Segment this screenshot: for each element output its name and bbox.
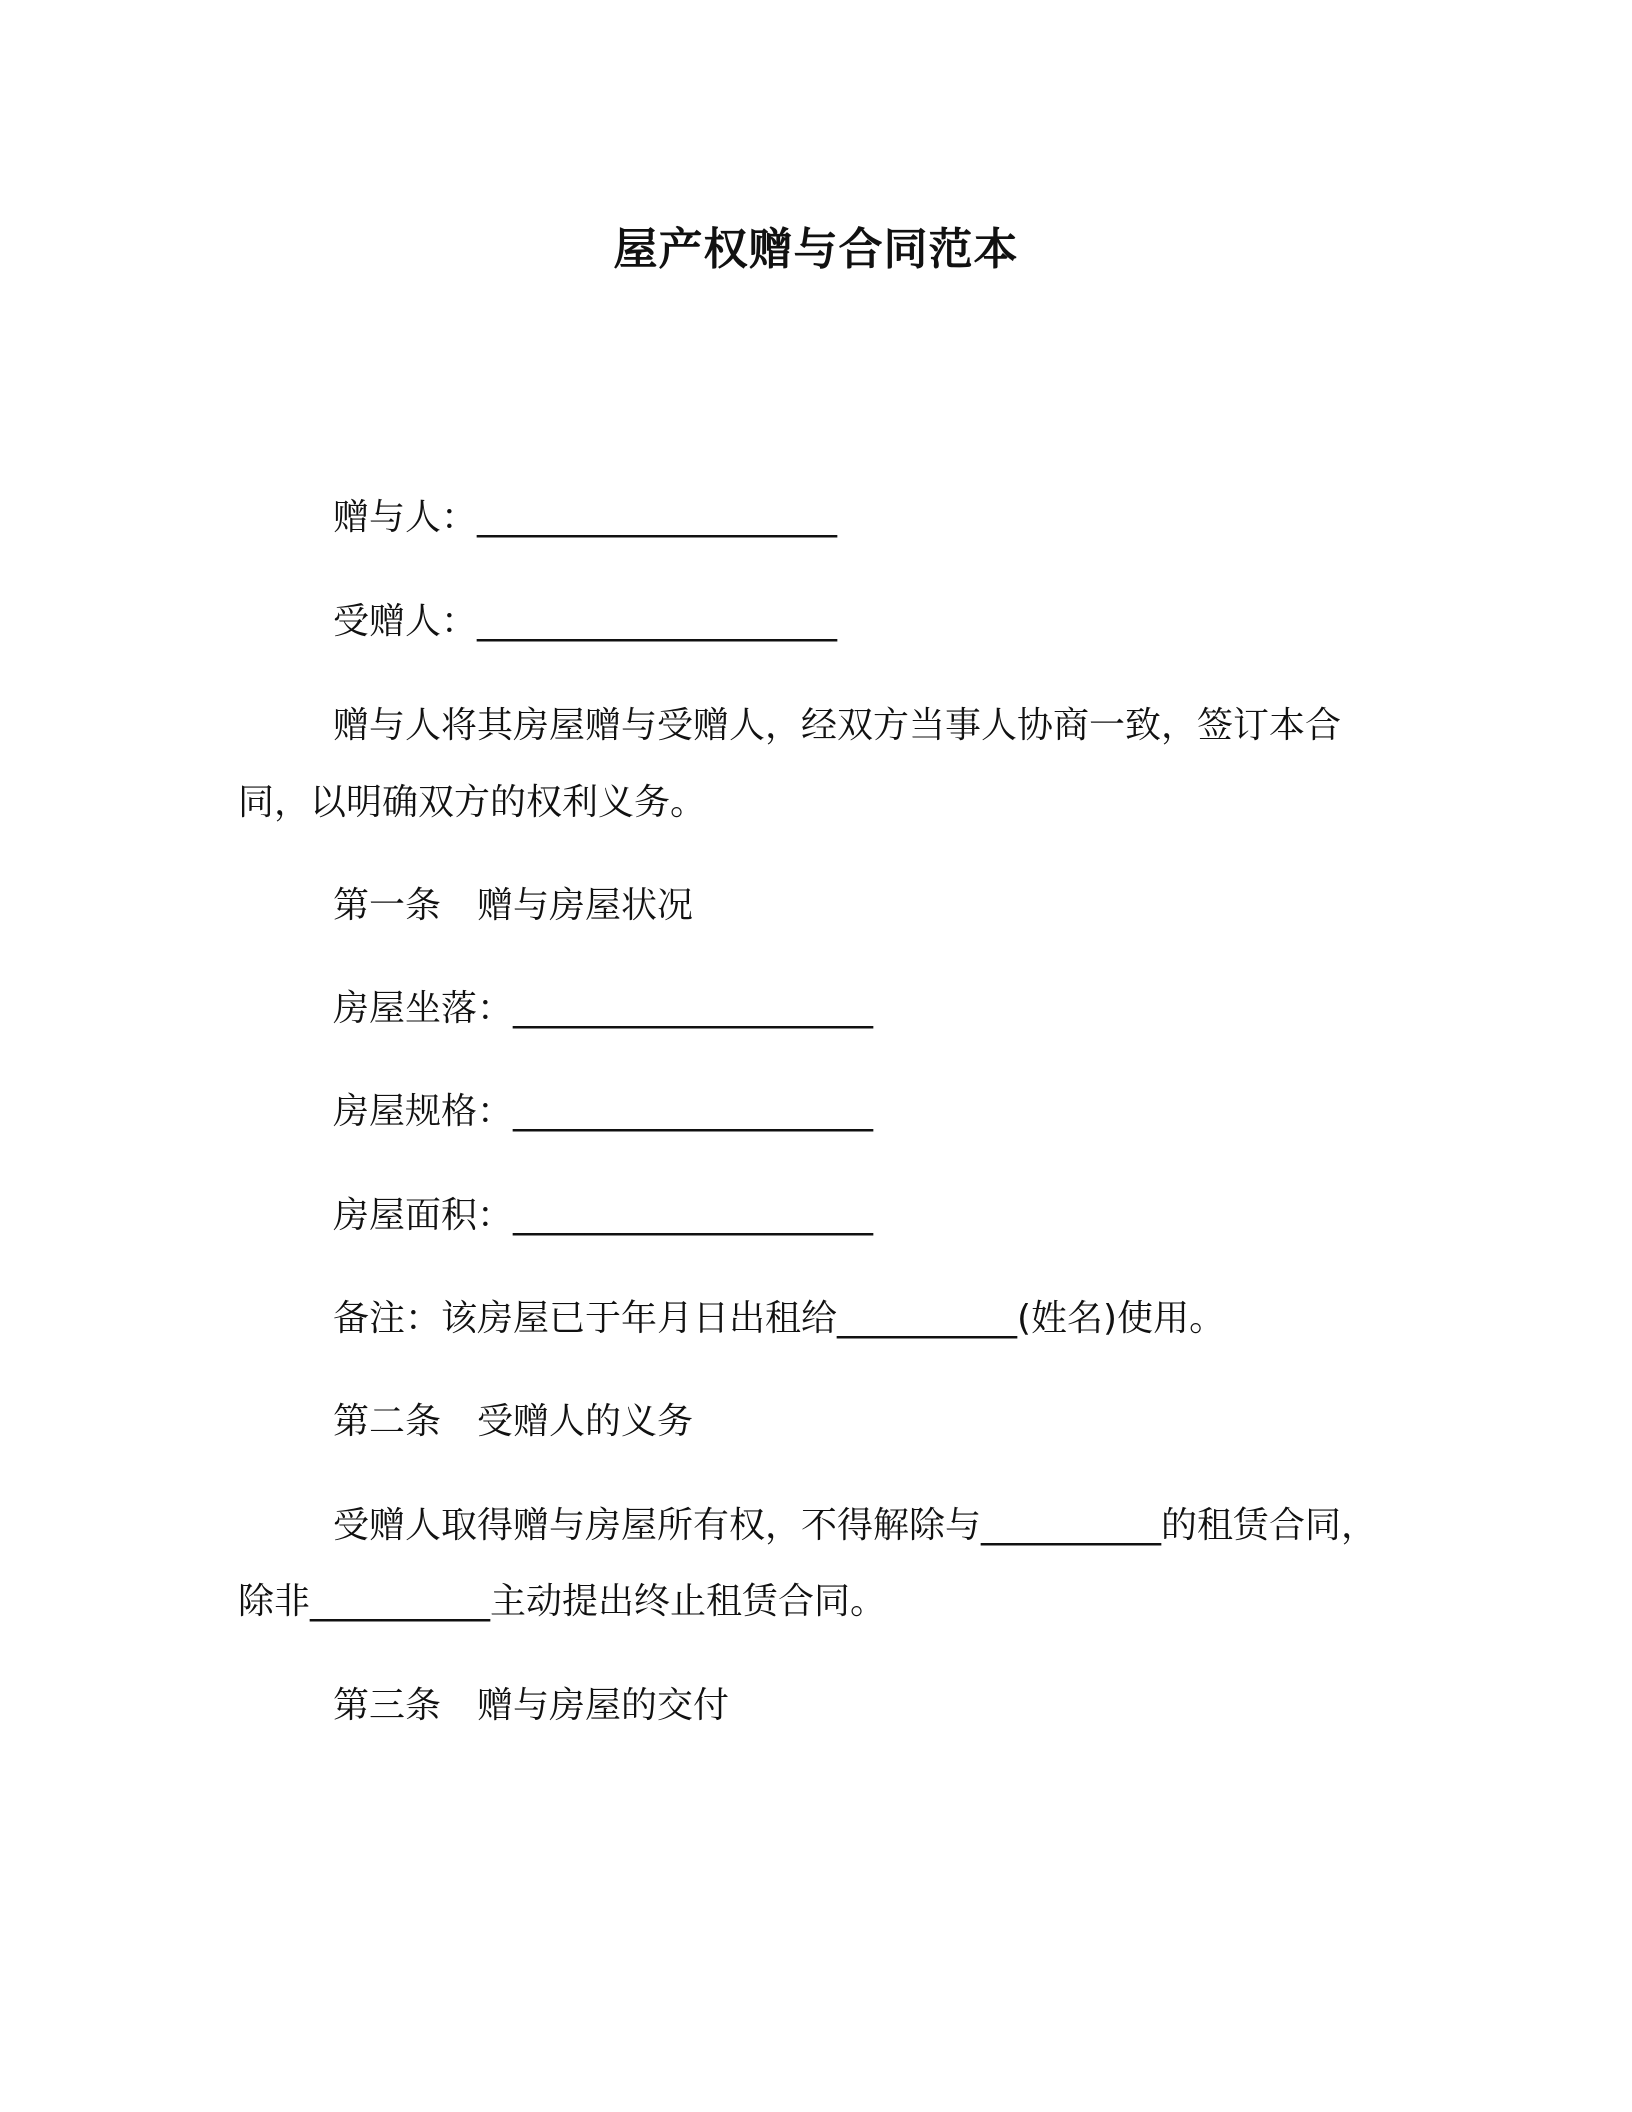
donor-line: 赠与人：____________________ [333, 497, 838, 538]
article-2-heading: 第二条 受赠人的义务 [333, 1401, 694, 1442]
house-location-line: 房屋坐落：____________________ [333, 988, 874, 1029]
remark-line: 备注：该房屋已于年月日出租给__________(姓名)使用。 [333, 1298, 1226, 1339]
article-1-heading: 第一条 赠与房屋状况 [333, 885, 694, 926]
house-spec-line: 房屋规格：____________________ [333, 1091, 874, 1132]
preamble-line-1: 赠与人将其房屋赠与受赠人，经双方当事人协商一致，签订本合 [333, 705, 1342, 746]
preamble-line-2: 同，以明确双方的权利义务。 [238, 782, 707, 823]
document-title: 屋产权赠与合同范本 [613, 224, 1019, 275]
article-2-text-line-2: 除非__________主动提出终止租赁合同。 [238, 1581, 887, 1622]
donee-line: 受赠人：____________________ [333, 601, 838, 642]
house-area-line: 房屋面积：____________________ [333, 1195, 874, 1236]
article-2-text-line-1: 受赠人取得赠与房屋所有权，不得解除与__________的租赁合同， [333, 1505, 1378, 1546]
article-3-heading: 第三条 赠与房屋的交付 [333, 1685, 730, 1726]
